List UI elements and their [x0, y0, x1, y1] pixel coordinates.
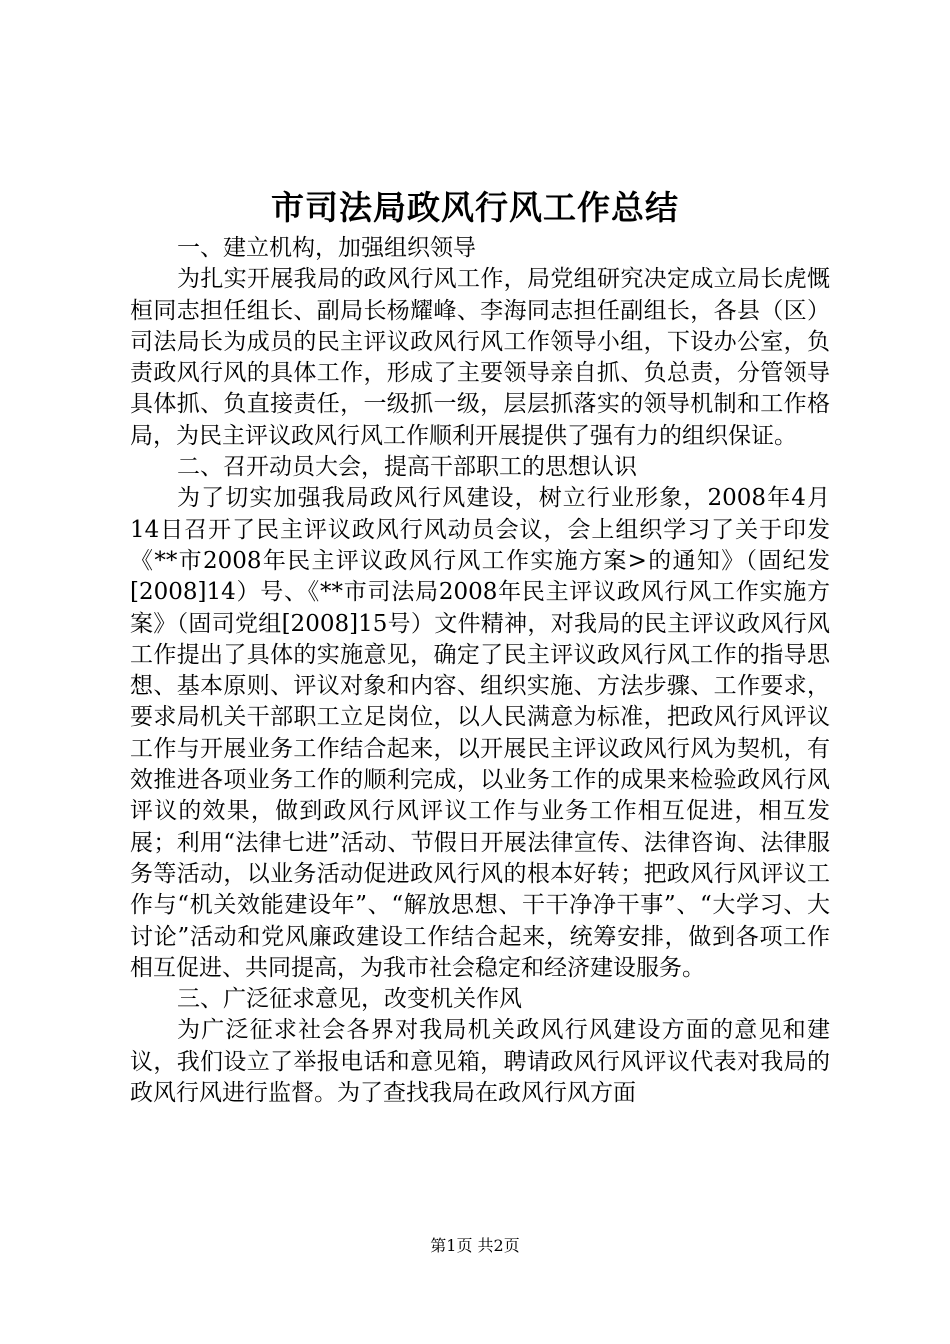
section-1-paragraph: 为扎实开展我局的政风行风工作，局党组研究决定成立局长虎慨桓同志担任组长、副局长杨耀峰、李海同志担任副组长，各县（区）司法局长为成员的民主评议政风行风工作领导小组，下设办公室，负责政风行风的具体工作，形成了主要领导亲自抓、负总责，分管领导具体抓、负直接责任，一级抓一级，层层抓落实的领导机制和工作格局，为民主评议政风行风工作顺利开展提供了强有力的组织保证。	[130, 266, 830, 449]
page-number-footer: 第1页 共2页	[430, 1236, 520, 1255]
section-2-heading: 二、召开动员大会，提高干部职工的思想认识	[177, 454, 637, 481]
section-3-paragraph: 为广泛征求社会各界对我局机关政风行风建设方面的意见和建议，我们设立了举报电话和意见箱，聘请政风行风评议代表对我局的政风行风进行监督。为了查找我局在政风行风方面	[130, 1017, 830, 1107]
document-title: 市司法局政风行风工作总结	[271, 188, 679, 227]
section-2-paragraph: 为了切实加强我局政风行风建设，树立行业形象，2008年4月14日召开了民主评议政风行风动员会议，会上组织学习了关于印发《**市2008年民主评议政风行风工作实施方案>的通知》（固纪发[2008]14）号、《**市司法局2008年民主评议政风行风工作实施方案》（固司党组[2008]15号）文件精神，对我局的民主评议政风行风工作提出了具体的实施意见，确定了民主评议政风行风工作的指导思想、基本原则、评议对象和内容、组织实施、方法步骤、工作要求，要求局机关干部职工立足岗位，以人民满意为标准，把政风行风评议工作与开展业务工作结合起来，以开展民主评议政风行风为契机，有效推进各项业务工作的顺利完成，以业务工作的成果来检验政风行风评议的效果，做到政风行风评议工作与业务工作相互促进，相互发展；利用“法律七进”活动、节假日开展法律宣传、法律咨询、法律服务等活动，以业务活动促进政风行风的根本好转；把政风行风评议工作与“机关效能建设年”、“解放思想、干干净净干事”、“大学习、大讨论”活动和党风廉政建设工作结合起来，统筹安排，做到各项工作相互促进、共同提高，为我市社会稳定和经济建设服务。	[130, 485, 830, 981]
document-body	[130, 233, 830, 1109]
section-1-heading: 一、建立机构，加强组织领导	[177, 235, 476, 261]
section-3-heading: 三、广泛征求意见，改变机关作风	[177, 986, 522, 1013]
